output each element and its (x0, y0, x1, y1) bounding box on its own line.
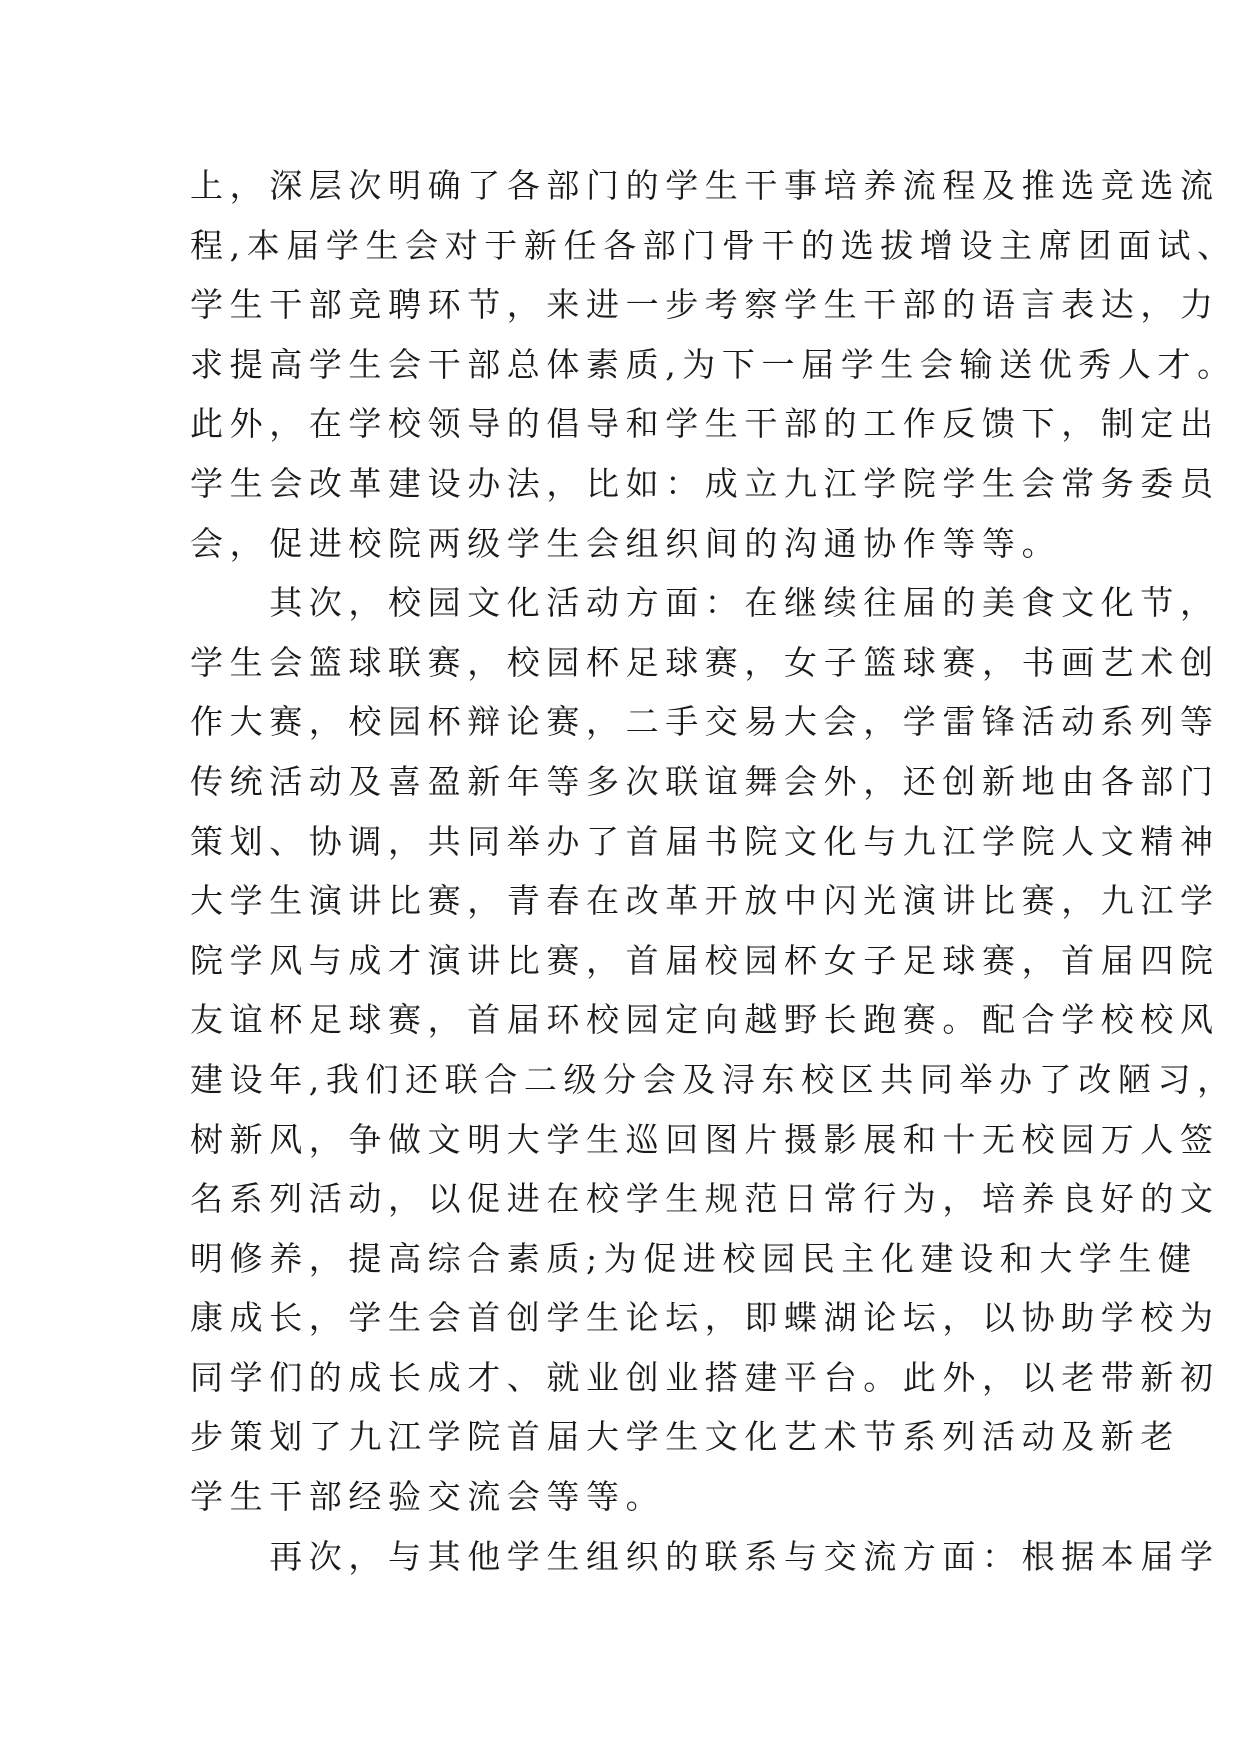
text-line: 上，深层次明确了各部门的学生干事培养流程及推选竞选流 (190, 166, 1220, 205)
paragraph-start-line: 再次，与其他学生组织的联系与交流方面：根据本届学 (190, 1536, 1220, 1576)
text-line: 求提高学生会干部总体素质,为下一届学生会输送优秀人才。 (190, 344, 1237, 384)
text-line: 学生会篮球联赛，校园杯足球赛，女子篮球赛，书画艺术创 (190, 642, 1220, 682)
text-line: 友谊杯足球赛，首届环校园定向越野长跑赛。配合学校校风 (190, 1000, 1220, 1040)
text-line: 树新风，争做文明大学生巡回图片摄影展和十无校园万人签 (190, 1119, 1220, 1159)
text-line: 建设年,我们还联合二级分会及浔东校区共同举办了改陋习， (190, 1059, 1237, 1099)
text-line: 明修养，提高综合素质;为促进校园民主化建设和大学生健 (190, 1238, 1198, 1278)
text-line: 同学们的成长成才、就业创业搭建平台。此外，以老带新初 (190, 1357, 1220, 1397)
text-line: 学生干部经验交流会等等。 (190, 1477, 666, 1517)
text-line: 学生会改革建设办法，比如：成立九江学院学生会常务委员 (190, 463, 1220, 503)
text-line: 步策划了九江学院首届大学生文化艺术节系列活动及新老 (190, 1417, 1180, 1457)
text-line: 传统活动及喜盈新年等多次联谊舞会外，还创新地由各部门 (190, 761, 1220, 801)
text-line: 作大赛，校园杯辩论赛，二手交易大会，学雷锋活动系列等 (190, 702, 1220, 742)
text-line: 院学风与成才演讲比赛，首届校园杯女子足球赛，首届四院 (190, 940, 1220, 980)
text-line: 学生干部竞聘环节，来进一步考察学生干部的语言表达，力 (190, 285, 1220, 325)
text-line: 程,本届学生会对于新任各部门骨干的选拔增设主席团面试、 (190, 225, 1237, 265)
text-line: 大学生演讲比赛，青春在改革开放中闪光演讲比赛，九江学 (190, 881, 1220, 921)
text-line: 名系列活动，以促进在校学生规范日常行为，培养良好的文 (190, 1179, 1220, 1219)
body-text (190, 156, 1237, 1586)
text-line: 策划、协调，共同举办了首届书院文化与九江学院人文精神 (190, 821, 1220, 861)
text-line: 会，促进校院两级学生会组织间的沟通协作等等。 (190, 523, 1062, 563)
text-line: 此外，在学校领导的倡导和学生干部的工作反馈下，制定出 (190, 404, 1220, 444)
text-line: 康成长，学生会首创学生论坛，即蝶湖论坛，以协助学校为 (190, 1298, 1220, 1338)
paragraph-start-line: 其次，校园文化活动方面：在继续往届的美食文化节， (190, 583, 1220, 623)
